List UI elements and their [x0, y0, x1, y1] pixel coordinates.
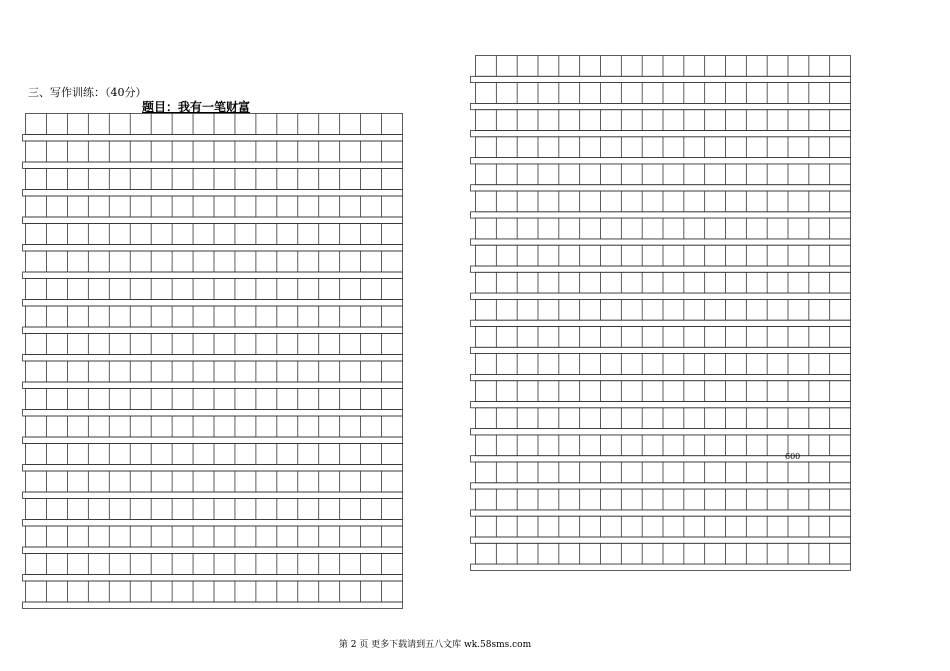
left-grid-row — [23, 526, 403, 554]
right-grid-row — [471, 218, 851, 245]
left-grid-row — [23, 169, 403, 197]
page-footer: 第 2 页 更多下载请到五八文库 wk.58sms.com — [338, 640, 532, 650]
right-grid-row — [471, 56, 851, 83]
word-count-marker: 600 — [785, 452, 801, 461]
left-grid-row — [23, 416, 403, 444]
left-grid-row — [23, 224, 403, 252]
right-grid-row — [471, 191, 851, 218]
right-grid-row — [471, 137, 851, 164]
left-grid-row — [23, 389, 403, 417]
right-grid-row — [471, 164, 851, 191]
right-grid-row — [471, 354, 851, 381]
left-grid-row — [23, 499, 403, 527]
left-grid-row — [23, 306, 403, 334]
right-grid-row — [471, 245, 851, 272]
right-grid-row — [471, 83, 851, 110]
right-grid-row — [471, 381, 851, 408]
left-grid-row — [23, 361, 403, 389]
left-grid-row — [23, 279, 403, 307]
right-grid-row — [471, 110, 851, 137]
right-grid-row — [471, 272, 851, 299]
left-grid-row — [23, 196, 403, 224]
left-grid-row — [23, 554, 403, 582]
left-grid-row — [23, 334, 403, 362]
left-writing-grid — [22, 113, 403, 609]
right-grid-svg — [470, 55, 851, 571]
left-grid-row — [23, 114, 403, 142]
left-grid-row — [23, 251, 403, 279]
left-grid-row — [23, 444, 403, 472]
right-grid-row — [471, 462, 851, 489]
right-writing-grid — [470, 55, 851, 571]
right-grid-row — [471, 299, 851, 326]
right-grid-row — [471, 408, 851, 435]
right-grid-row — [471, 489, 851, 516]
left-grid-svg — [22, 113, 403, 609]
left-grid-row — [23, 141, 403, 169]
essay-topic-title: 题目：我有一笔财富 — [142, 100, 251, 114]
left-grid-row — [23, 471, 403, 499]
left-grid-row — [23, 581, 403, 609]
right-grid-row — [471, 327, 851, 354]
writing-section-heading: 三、写作训练：（40分） — [28, 86, 147, 99]
right-grid-row — [471, 516, 851, 543]
right-grid-row — [471, 543, 851, 570]
